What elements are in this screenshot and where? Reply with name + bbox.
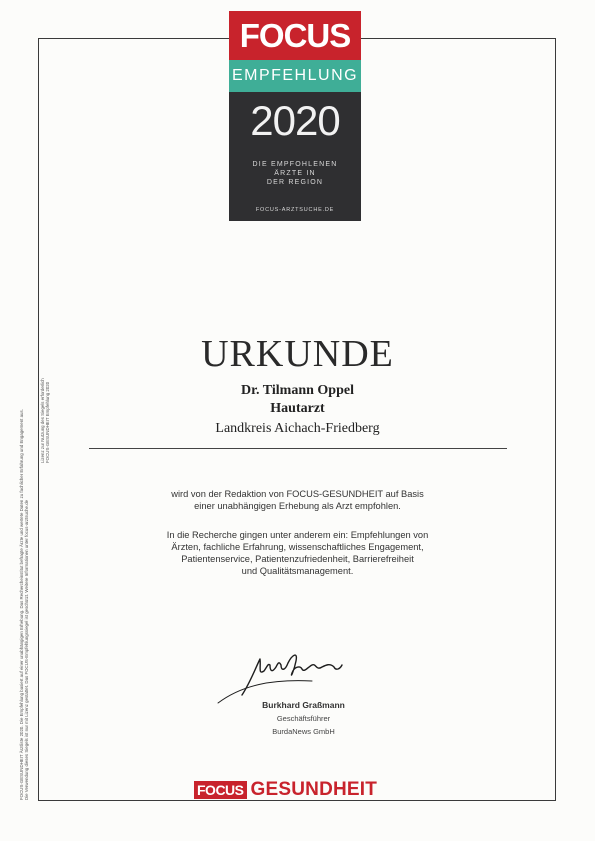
paragraph-line: Patientenservice, Patientenzufriedenheit, Barrierefreiheit [181, 554, 414, 564]
badge-subtitle-line: DER REGION [266, 179, 324, 186]
signatory-role: Geschäftsführer [276, 714, 331, 723]
doctor-region: Landkreis Aichach-Friedberg [215, 421, 380, 436]
doctor-name: Dr. Tilmann Oppel [241, 383, 354, 398]
signatory-organization: BurdaNews GmbH [272, 727, 335, 736]
badge-logo-text: FOCUS [239, 16, 351, 54]
badge-label: EMPFEHLUNG [231, 67, 359, 84]
legal-line: Lizenz zur Nutzung des Siegels erforderlich [40, 378, 45, 463]
legal-line: Die Verwendung dieses Siegels ist nur mit Lizenz gestattet. Das FOCUS-Empfehlungssiegel ist geschützt. Weitere Informationen unter focus-arztsuche.de [24, 499, 30, 800]
paragraph-line: wird von der Redaktion von FOCUS-GESUNDHEIT auf Basis [171, 489, 424, 499]
legal-line: FOCUS-GESUNDHEIT Empfehlung 2020 [45, 381, 51, 463]
handwritten-signature [212, 645, 372, 705]
paragraph-line: Ärzten, fachliche Erfahrung, wissenschaftliches Engagement, [171, 542, 424, 552]
paragraph-line: einer unabhängigen Erhebung als Arzt empfohlen. [194, 501, 401, 511]
legal-side-text-left [19, 240, 29, 800]
badge-url: FOCUS-ARZTSUCHE.DE [255, 207, 335, 213]
footer-gesundheit-label: GESUNDHEIT [250, 779, 378, 800]
divider [89, 448, 507, 449]
badge-subtitle-line: DIE EMPFOHLENEN [252, 161, 338, 168]
legal-side-text-right [40, 233, 50, 463]
paragraph-line: In die Recherche gingen unter anderem ein: Empfehlungen von [166, 530, 429, 540]
focus-gesundheit-logo [194, 780, 377, 800]
badge-logo [229, 11, 361, 60]
certificate-title: URKUNDE [201, 333, 394, 375]
signatory-name: Burkhard Graßmann [262, 700, 345, 710]
legal-line: FOCUS-GESUNDHEIT Ärztliste 2020. Die Empfehlung basiert auf einer unabhängigen Erhebung. Das Rechercheinstitut befragte Ärzte und wertete Daten zu fachlicher Erfahrung und Engagement aus. [19, 409, 24, 800]
badge-subtitle [229, 160, 361, 187]
badge-year: 2020 [250, 97, 340, 144]
research-paragraph [120, 529, 475, 577]
badge-subtitle-line: ÄRZTE IN [274, 170, 316, 177]
focus-empfehlung-badge [229, 11, 361, 221]
recommendation-paragraph [120, 488, 475, 512]
doctor-specialty: Hautarzt [270, 401, 325, 416]
badge-label-band [229, 60, 361, 92]
paragraph-line: und Qualitätsmanagement. [241, 566, 354, 576]
footer-focus-logo: FOCUS [194, 781, 247, 799]
